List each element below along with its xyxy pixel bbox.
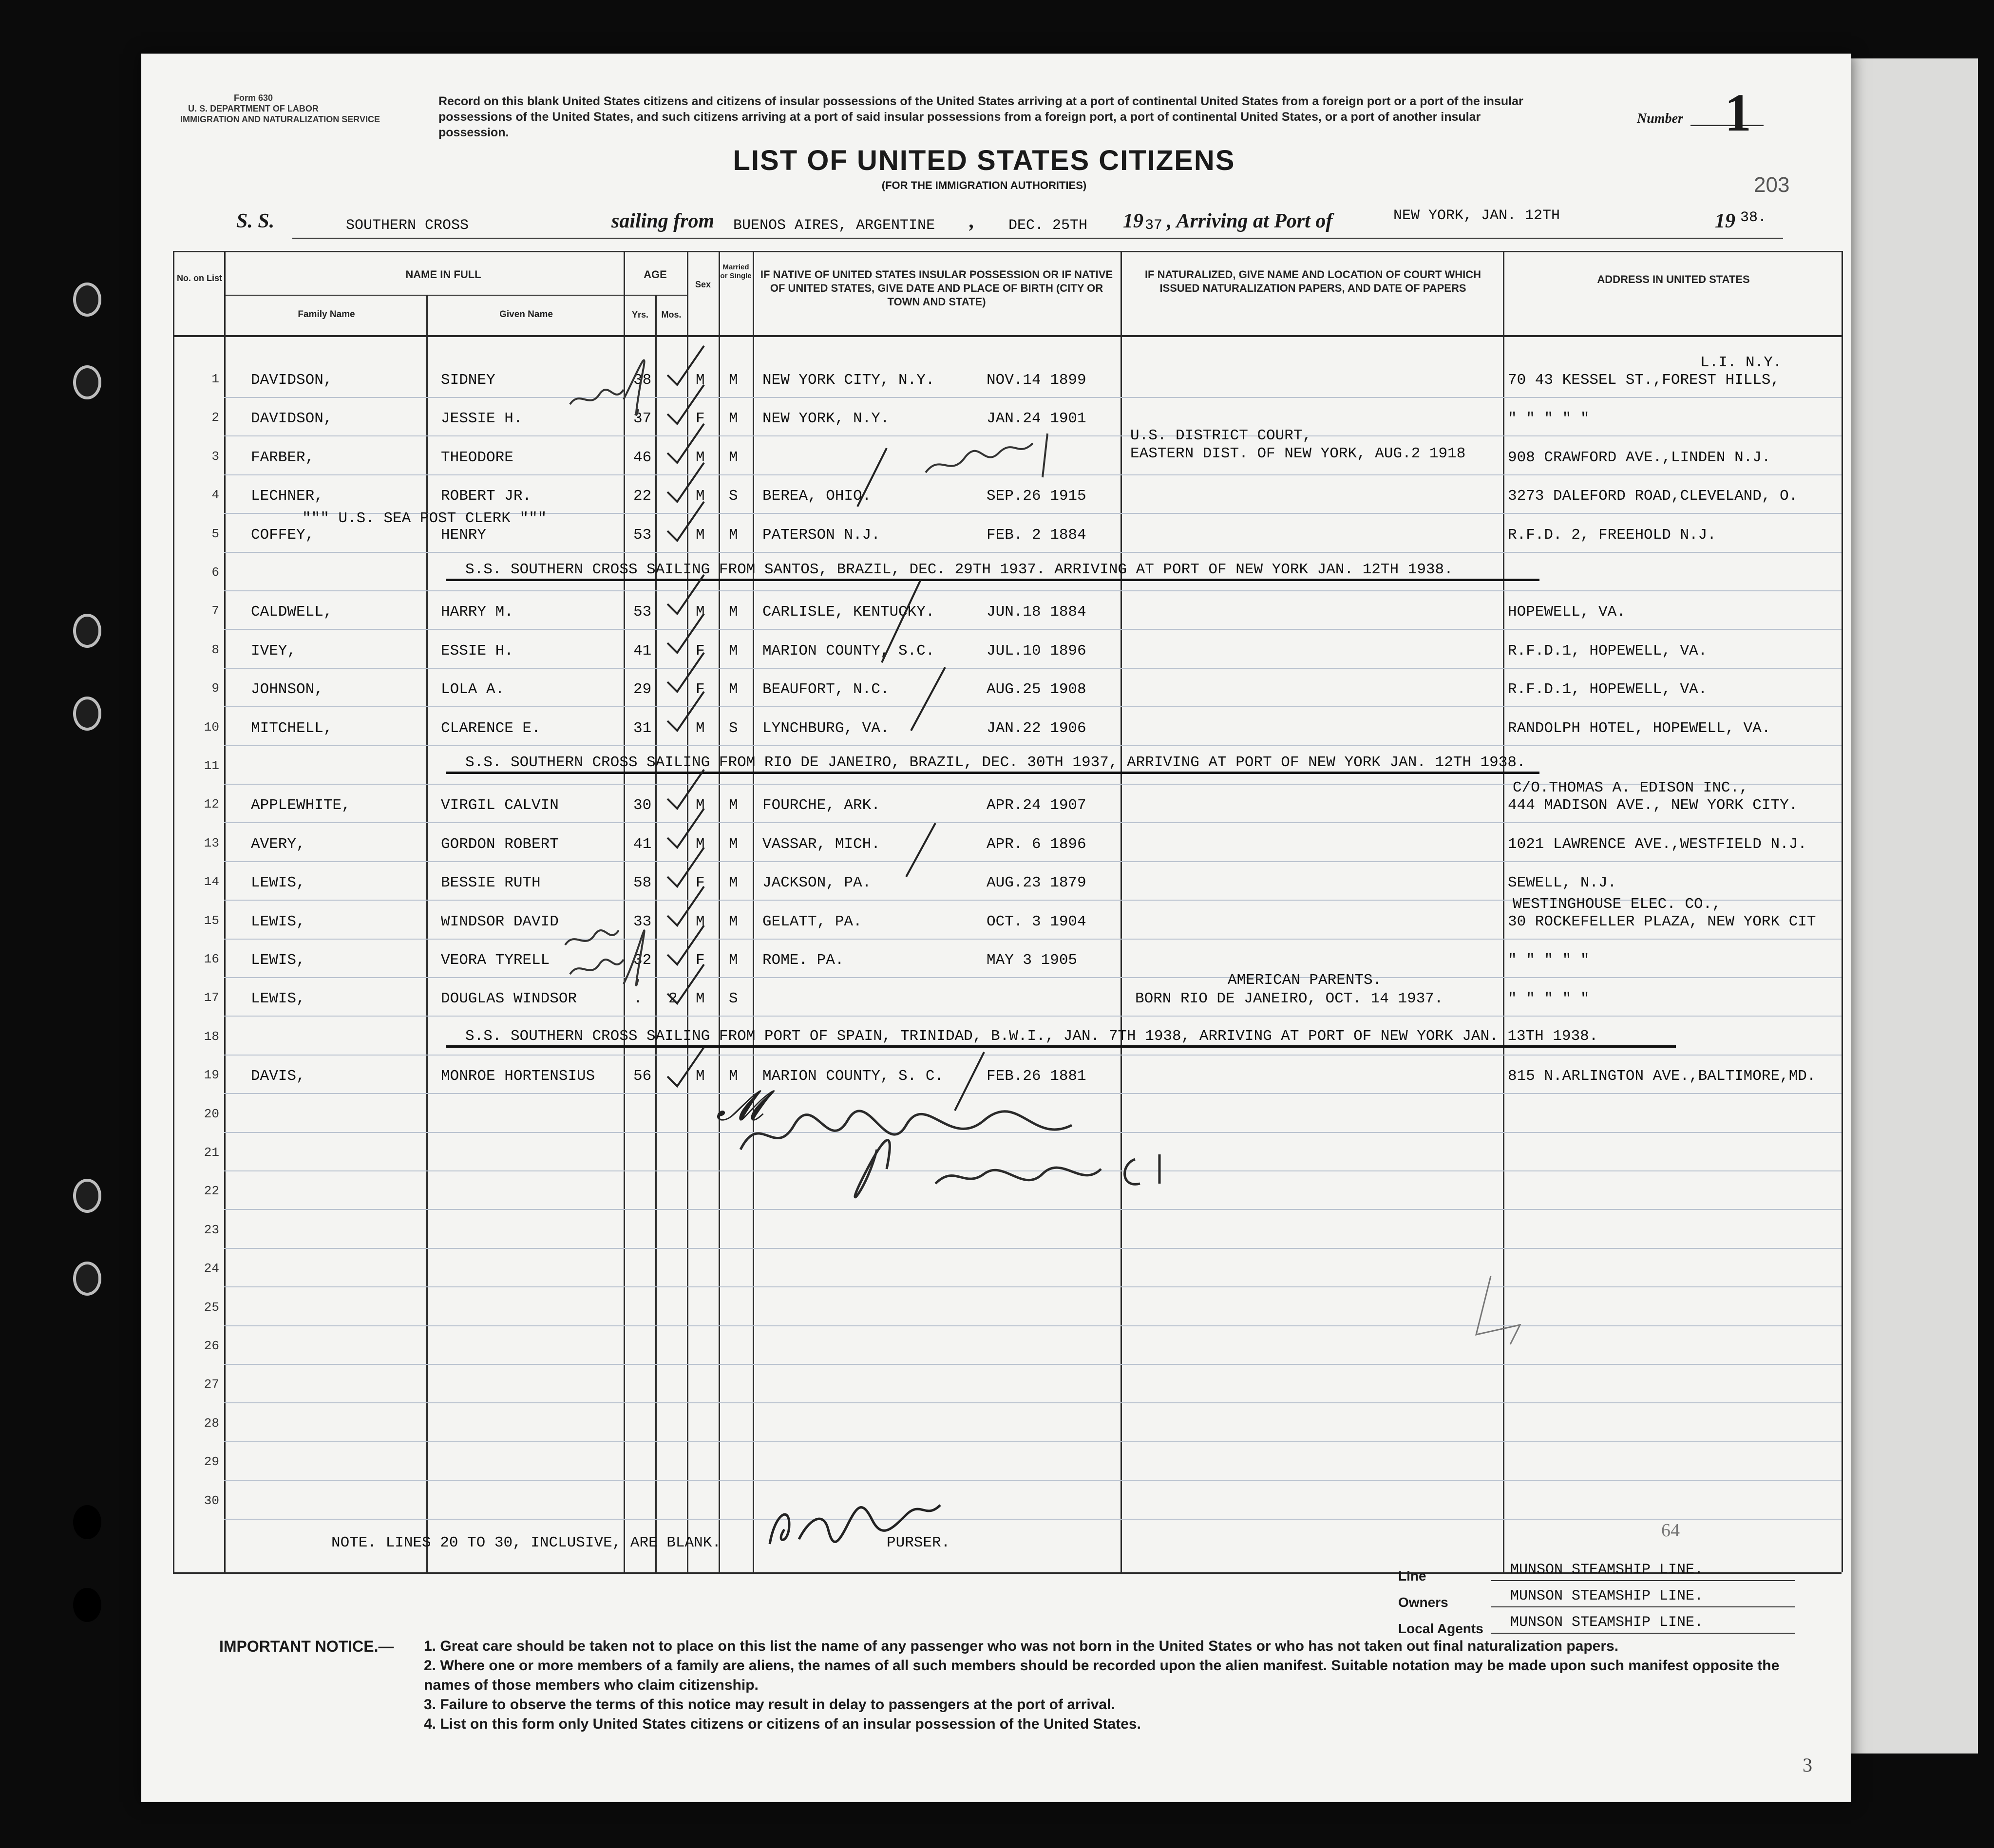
family-name: DAVIS, xyxy=(251,1068,305,1085)
date-of-birth: NOV.14 1899 xyxy=(987,372,1086,389)
departure-date: DEC. 25TH xyxy=(1008,217,1088,234)
handwritten-signature xyxy=(731,1091,1218,1218)
row-number: 15 xyxy=(204,913,219,928)
naturalization-court-detail: EASTERN DIST. OF NEW YORK, AUG.2 1918 xyxy=(1130,445,1466,462)
place-of-birth: LYNCHBURG, VA. xyxy=(762,719,890,737)
date-of-birth: OCT. 3 1904 xyxy=(987,913,1086,930)
given-name: WINDSOR DAVID xyxy=(441,913,559,930)
age-years: 41 xyxy=(633,642,652,660)
address: SEWELL, N.J. xyxy=(1508,874,1617,892)
place-of-birth: MARION COUNTY, S.C. xyxy=(762,642,935,660)
birth-note: BORN RIO DE JANEIRO, OCT. 14 1937. xyxy=(1135,990,1443,1008)
local-agents-value: MUNSON STEAMSHIP LINE. xyxy=(1510,1614,1704,1631)
line-underline xyxy=(1491,1580,1795,1581)
age-years: . xyxy=(633,990,643,1008)
given-name: GORDON ROBERT xyxy=(441,835,559,853)
address: 908 CRAWFORD AVE.,LINDEN N.J. xyxy=(1508,449,1771,466)
column-line xyxy=(1503,251,1504,1572)
next-sheet-edge xyxy=(1837,58,1978,1754)
family-name: IVEY, xyxy=(251,642,297,660)
header-age: AGE xyxy=(644,268,667,281)
age-years: 38 xyxy=(633,372,652,389)
family-name: LEWIS, xyxy=(251,874,305,892)
year-suffix: 37 xyxy=(1145,217,1163,234)
age-years: 53 xyxy=(633,526,652,544)
binder-hole xyxy=(73,283,101,317)
sex: F xyxy=(696,681,705,698)
date-separator: , xyxy=(969,210,975,232)
place-of-birth: BEREA, OHIO. xyxy=(762,488,872,505)
address-line-1: WESTINGHOUSE ELEC. CO., xyxy=(1513,895,1721,913)
place-of-birth: NEW YORK CITY, N.Y. xyxy=(762,372,935,389)
given-name: DOUGLAS WINDSOR xyxy=(441,990,577,1008)
sex: M xyxy=(696,835,705,853)
age-years: 37 xyxy=(633,410,652,428)
date-of-birth: AUG.25 1908 xyxy=(987,681,1086,698)
record-instructions: Record on this blank United States citizens and citizens of insular possessions of the United States arriving at a port of continental United States from a foreign port or a port of the insular possessions of the United States, and such citizens arriving at a port of said insular possessions from a foreign port, a port of continental United States, or a port of another insular possession. xyxy=(438,94,1523,139)
ship-name: SOUTHERN CROSS xyxy=(346,217,469,234)
date-of-birth: AUG.23 1879 xyxy=(987,874,1086,892)
given-name: THEODORE xyxy=(441,449,513,466)
ruled-line xyxy=(224,1364,1842,1365)
row-number: 8 xyxy=(211,642,219,657)
age-years: 33 xyxy=(633,913,652,930)
binder-hole xyxy=(73,1179,101,1213)
header-given-name: Given Name xyxy=(499,309,553,320)
ruled-line xyxy=(224,1325,1842,1326)
date-of-birth: FEB.26 1881 xyxy=(987,1068,1086,1085)
row-number: 12 xyxy=(204,797,219,812)
row-number: 6 xyxy=(211,565,219,580)
page-mark: 64 xyxy=(1661,1520,1680,1541)
address-line-1: C/O.THOMAS A. EDISON INC., xyxy=(1513,779,1748,797)
departure-port: BUENOS AIRES, ARGENTINE xyxy=(733,217,935,234)
owners-value: MUNSON STEAMSHIP LINE. xyxy=(1510,1588,1704,1604)
date-of-birth: APR. 6 1896 xyxy=(987,835,1086,853)
header-naturalization: IF NATURALIZED, GIVE NAME AND LOCATION OF COURT WHICH ISSUED NATURALIZATION PAPERS, AND DATE OF PAPERS xyxy=(1144,268,1481,294)
binder-hole xyxy=(73,1588,101,1622)
binder-hole xyxy=(73,614,101,648)
sex: M xyxy=(696,603,705,621)
section-port-of-spain: S.S. SOUTHERN CROSS SAILING FROM PORT OF SPAIN, TRINIDAD, B.W.I., JAN. 7TH 1938, ARRIVING AT PORT OF NEW YORK JAN. 13TH 1938. xyxy=(465,1028,1598,1045)
ruled-line xyxy=(224,1480,1842,1481)
row-number: 4 xyxy=(211,488,219,503)
voyage-underline xyxy=(292,238,1783,239)
marital-status: S xyxy=(729,488,738,505)
row-number: 26 xyxy=(204,1339,219,1353)
sex: M xyxy=(696,372,705,389)
given-name: CLARENCE E. xyxy=(441,719,541,737)
address: 815 N.ARLINGTON AVE.,BALTIMORE,MD. xyxy=(1508,1068,1816,1085)
row-number: 21 xyxy=(204,1145,219,1160)
row-number: 16 xyxy=(204,952,219,966)
address: 70 43 KESSEL ST.,FOREST HILLS, xyxy=(1508,372,1780,389)
sailing-label: sailing from xyxy=(611,210,715,232)
name-subheader-line xyxy=(224,295,624,296)
row-number: 17 xyxy=(204,990,219,1005)
given-name: VEORA TYRELL xyxy=(441,952,550,969)
marital-status: M xyxy=(729,913,738,930)
stamp-number: 203 xyxy=(1754,173,1790,197)
place-of-birth: NEW YORK, N.Y. xyxy=(762,410,890,428)
date-of-birth: JAN.22 1906 xyxy=(987,719,1086,737)
row-number: 28 xyxy=(204,1415,219,1431)
header-family-name: Family Name xyxy=(298,309,355,320)
date-of-birth: SEP.26 1915 xyxy=(987,488,1086,505)
section-rio: S.S. SOUTHERN CROSS SAILING FROM RIO DE JANEIRO, BRAZIL, DEC. 30TH 1937, ARRIVING AT PORT OF NEW YORK JAN. 12TH 1938. xyxy=(465,754,1526,771)
family-name: AVERY, xyxy=(251,835,305,853)
marital-status: M xyxy=(729,1068,738,1085)
notice-item: 1. Great care should be taken not to place on this list the name of any passenger who was not born in the United States or who has not taken out final naturalization papers. xyxy=(424,1638,1619,1654)
family-name: COFFEY, xyxy=(251,526,315,544)
age-years: 56 xyxy=(633,1068,652,1085)
age-years: 30 xyxy=(633,797,652,814)
address: R.F.D. 2, FREEHOLD N.J. xyxy=(1508,526,1716,544)
sex: F xyxy=(696,642,705,660)
address: 1021 LAWRENCE AVE.,WESTFIELD N.J. xyxy=(1508,835,1807,853)
marital-status: S xyxy=(729,990,738,1008)
header-months: Mos. xyxy=(661,310,682,320)
ruled-line xyxy=(224,1402,1842,1403)
address: RANDOLPH HOTEL, HOPEWELL, VA. xyxy=(1508,719,1771,737)
row-number: 2 xyxy=(211,410,219,425)
age-years: 46 xyxy=(633,449,652,466)
department-name: U. S. DEPARTMENT OF LABOR xyxy=(188,104,319,113)
column-line xyxy=(173,251,174,1572)
family-name: DAVIDSON, xyxy=(251,372,333,389)
arrival-year-suffix: 38. xyxy=(1740,209,1767,226)
sex: M xyxy=(696,913,705,930)
place-of-birth: ROME. PA. xyxy=(762,952,844,969)
sex: M xyxy=(696,1068,705,1085)
address: R.F.D.1, HOPEWELL, VA. xyxy=(1508,681,1708,698)
family-name: FARBER, xyxy=(251,449,315,466)
service-name: IMMIGRATION AND NATURALIZATION SERVICE xyxy=(180,114,380,124)
row-number: 25 xyxy=(204,1300,219,1315)
local-agents-underline xyxy=(1491,1633,1795,1634)
ruled-line xyxy=(224,1441,1842,1442)
given-name: ROBERT JR. xyxy=(441,488,532,505)
header-no-on-list: No. on List xyxy=(177,273,222,283)
row-number: 27 xyxy=(204,1377,219,1392)
ruled-line xyxy=(224,1286,1842,1287)
corner-mark: 3 xyxy=(1803,1754,1812,1776)
notice-heading: IMPORTANT NOTICE.— xyxy=(219,1638,394,1655)
blank-lines-note: NOTE. LINES 20 TO 30, INCLUSIVE, ARE BLANK. xyxy=(331,1534,721,1551)
row-number: 5 xyxy=(211,526,219,541)
notice-item: 4. List on this form only United States citizens or citizens of an insular possession of the United States. xyxy=(424,1716,1141,1732)
row-number: 14 xyxy=(204,874,219,889)
header-sex: Sex xyxy=(695,280,711,289)
row-number: 3 xyxy=(211,449,219,464)
row-number: 30 xyxy=(204,1493,219,1508)
sex: M xyxy=(696,797,705,814)
handwritten-initials-top xyxy=(565,336,682,424)
place-of-birth: VASSAR, MICH. xyxy=(762,835,880,853)
handwritten-initials-bottom xyxy=(560,901,682,999)
sex: M xyxy=(696,449,705,466)
page-subtitle: (FOR THE IMMIGRATION AUTHORITIES) xyxy=(881,179,1087,191)
purser-signature xyxy=(760,1500,994,1554)
given-name: VIRGIL CALVIN xyxy=(441,797,559,814)
notice-item: 2. Where one or more members of a family are aliens, the names of all such members should be recorded upon the alien manifest. Suitable notation may be made upon such manifest opposite the names of those members who claim citizenship. xyxy=(424,1658,1780,1693)
binder-hole xyxy=(73,697,101,731)
line-value: MUNSON STEAMSHIP LINE. xyxy=(1510,1562,1704,1578)
date-of-birth: FEB. 2 1884 xyxy=(987,526,1086,544)
handwritten-annotation xyxy=(916,414,1091,487)
column-line xyxy=(1120,251,1122,1572)
family-name: LEWIS, xyxy=(251,913,305,930)
family-name: LEWIS, xyxy=(251,952,305,969)
column-line xyxy=(1842,251,1843,1572)
naturalization-court: AMERICAN PARENTS. xyxy=(1228,972,1382,989)
row-number: 22 xyxy=(204,1184,219,1199)
sex: M xyxy=(696,488,705,505)
arrival-port: NEW YORK, JAN. 12TH xyxy=(1393,207,1560,224)
address: 3273 DALEFORD ROAD,CLEVELAND, O. xyxy=(1508,488,1798,505)
date-of-birth: JAN.24 1901 xyxy=(987,410,1086,428)
section-santos: S.S. SOUTHERN CROSS SAILING FROM SANTOS, BRAZIL, DEC. 29TH 1937. ARRIVING AT PORT OF NEW YORK JAN. 12TH 1938. xyxy=(465,561,1453,578)
handwritten-signature-mark: 𝓜 xyxy=(716,1081,763,1130)
age-years: 31 xyxy=(633,719,652,737)
place-of-birth: GELATT, PA. xyxy=(762,913,862,930)
family-name: DAVIDSON, xyxy=(251,410,333,428)
marital-status: S xyxy=(729,719,738,737)
date-of-birth: JUL.10 1896 xyxy=(987,642,1086,660)
given-name: JESSIE H. xyxy=(441,410,523,428)
age-years: 58 xyxy=(633,874,652,892)
age-years: 29 xyxy=(633,681,652,698)
given-name: LOLA A. xyxy=(441,681,505,698)
occupation-note: """ U.S. SEA POST CLERK """ xyxy=(302,509,547,527)
family-name: LEWIS, xyxy=(251,990,305,1008)
family-name: MITCHELL, xyxy=(251,719,333,737)
header-name-in-full: NAME IN FULL xyxy=(405,268,481,281)
given-name: ESSIE H. xyxy=(441,642,513,660)
owners-underline xyxy=(1491,1606,1795,1607)
family-name: APPLEWHITE, xyxy=(251,797,351,814)
notice-items xyxy=(424,1637,1827,1734)
row-number: 13 xyxy=(204,835,219,850)
sex: F xyxy=(696,874,705,892)
purser-label: PURSER. xyxy=(887,1534,950,1551)
row-number: 23 xyxy=(204,1222,219,1237)
address-line-1: L.I. N.Y. xyxy=(1700,354,1782,371)
binder-hole xyxy=(73,1262,101,1296)
place-of-birth: FOURCHE, ARK. xyxy=(762,797,880,814)
age-years: 53 xyxy=(633,603,652,621)
date-of-birth: MAY 3 1905 xyxy=(987,952,1078,969)
row-number: 24 xyxy=(204,1261,219,1276)
form-identifier xyxy=(180,93,380,125)
column-line xyxy=(426,295,428,1572)
list-number: 1 xyxy=(1725,83,1751,142)
address: " " " " " xyxy=(1508,990,1590,1008)
address: " " " " " xyxy=(1508,952,1590,969)
place-of-birth: MARION COUNTY, S. C. xyxy=(762,1068,944,1085)
page-title: LIST OF UNITED STATES CITIZENS xyxy=(733,145,1235,176)
stray-pencil-mark xyxy=(1462,1266,1559,1364)
marital-status: M xyxy=(729,449,738,466)
row-number: 1 xyxy=(211,372,219,386)
sex: M xyxy=(696,526,705,544)
binder-hole xyxy=(73,1505,101,1539)
row-number: 20 xyxy=(204,1106,219,1121)
local-agents-label: Local Agents xyxy=(1398,1621,1483,1636)
column-line xyxy=(224,251,226,1572)
row-number: 7 xyxy=(211,603,219,619)
row-number: 9 xyxy=(211,681,219,696)
marital-status: M xyxy=(729,835,738,853)
marital-status: M xyxy=(729,952,738,969)
ruled-line xyxy=(224,1248,1842,1249)
header-married-single: Married or Single xyxy=(720,263,752,280)
arriving-label: , Arriving at Port of xyxy=(1167,210,1333,232)
marital-status: M xyxy=(729,603,738,621)
owners-label: Owners xyxy=(1398,1595,1448,1610)
family-name: CALDWELL, xyxy=(251,603,333,621)
naturalization-court: U.S. DISTRICT COURT, xyxy=(1130,427,1312,444)
ss-label: S. S. xyxy=(236,210,275,232)
date-of-birth: JUN.18 1884 xyxy=(987,603,1086,621)
marital-status: M xyxy=(729,797,738,814)
given-name: MONROE HORTENSIUS xyxy=(441,1068,595,1085)
row-number: 29 xyxy=(204,1454,219,1470)
sex: M xyxy=(696,719,705,737)
address: 30 ROCKEFELLER PLAZA, NEW YORK CIT xyxy=(1508,913,1816,930)
table-top-border xyxy=(173,251,1842,252)
age-years: 22 xyxy=(633,488,652,505)
address: 444 MADISON AVE., NEW YORK CITY. xyxy=(1508,797,1798,814)
header-address: ADDRESS IN UNITED STATES xyxy=(1597,273,1750,285)
marital-status: M xyxy=(729,372,738,389)
given-name: BESSIE RUTH xyxy=(441,874,541,892)
family-name: JOHNSON, xyxy=(251,681,323,698)
year-prefix: 19 xyxy=(1123,210,1143,232)
marital-status: M xyxy=(729,642,738,660)
age-months: 2 xyxy=(668,990,678,1008)
header-place-of-birth: IF NATIVE OF UNITED STATES INSULAR POSSESSION OR IF NATIVE OF UNITED STATES, GIVE DATE AND PLACE OF BIRTH (CITY OR TOWN AND STATE) xyxy=(760,268,1113,308)
row-number: 10 xyxy=(204,719,219,735)
arrival-year-prefix: 19 xyxy=(1715,210,1735,232)
row-number: 19 xyxy=(204,1068,219,1083)
line-label: Line xyxy=(1398,1568,1426,1584)
address: HOPEWELL, VA. xyxy=(1508,603,1626,621)
age-years: 41 xyxy=(633,835,652,853)
age-years: 32 xyxy=(633,952,652,969)
ruled-line xyxy=(224,1519,1842,1520)
date-of-birth: APR.24 1907 xyxy=(987,797,1086,814)
marital-status: M xyxy=(729,526,738,544)
family-name: LECHNER, xyxy=(251,488,323,505)
sex: F xyxy=(696,410,705,428)
sex: F xyxy=(696,952,705,969)
section-underline xyxy=(446,1045,1676,1048)
place-of-birth: JACKSON, PA. xyxy=(762,874,872,892)
marital-status: M xyxy=(729,410,738,428)
header-years: Yrs. xyxy=(631,310,649,320)
address: " " " " " xyxy=(1508,410,1590,428)
marital-status: M xyxy=(729,681,738,698)
number-label: Number xyxy=(1637,111,1683,126)
place-of-birth: PATERSON N.J. xyxy=(762,526,880,544)
given-name: HARRY M. xyxy=(441,603,513,621)
given-name: HENRY xyxy=(441,526,487,544)
sex: M xyxy=(696,990,705,1008)
binder-hole xyxy=(73,365,101,399)
place-of-birth: CARLISLE, KENTUCKY. xyxy=(762,603,935,621)
given-name: SIDNEY xyxy=(441,372,495,389)
place-of-birth: BEAUFORT, N.C. xyxy=(762,681,890,698)
notice-item: 3. Failure to observe the terms of this notice may result in delay to passengers at the port of arrival. xyxy=(424,1697,1115,1713)
address: R.F.D.1, HOPEWELL, VA. xyxy=(1508,642,1708,660)
form-number: Form 630 xyxy=(233,93,273,103)
row-number: 11 xyxy=(204,758,219,773)
row-number: 18 xyxy=(204,1029,219,1044)
marital-status: M xyxy=(729,874,738,892)
